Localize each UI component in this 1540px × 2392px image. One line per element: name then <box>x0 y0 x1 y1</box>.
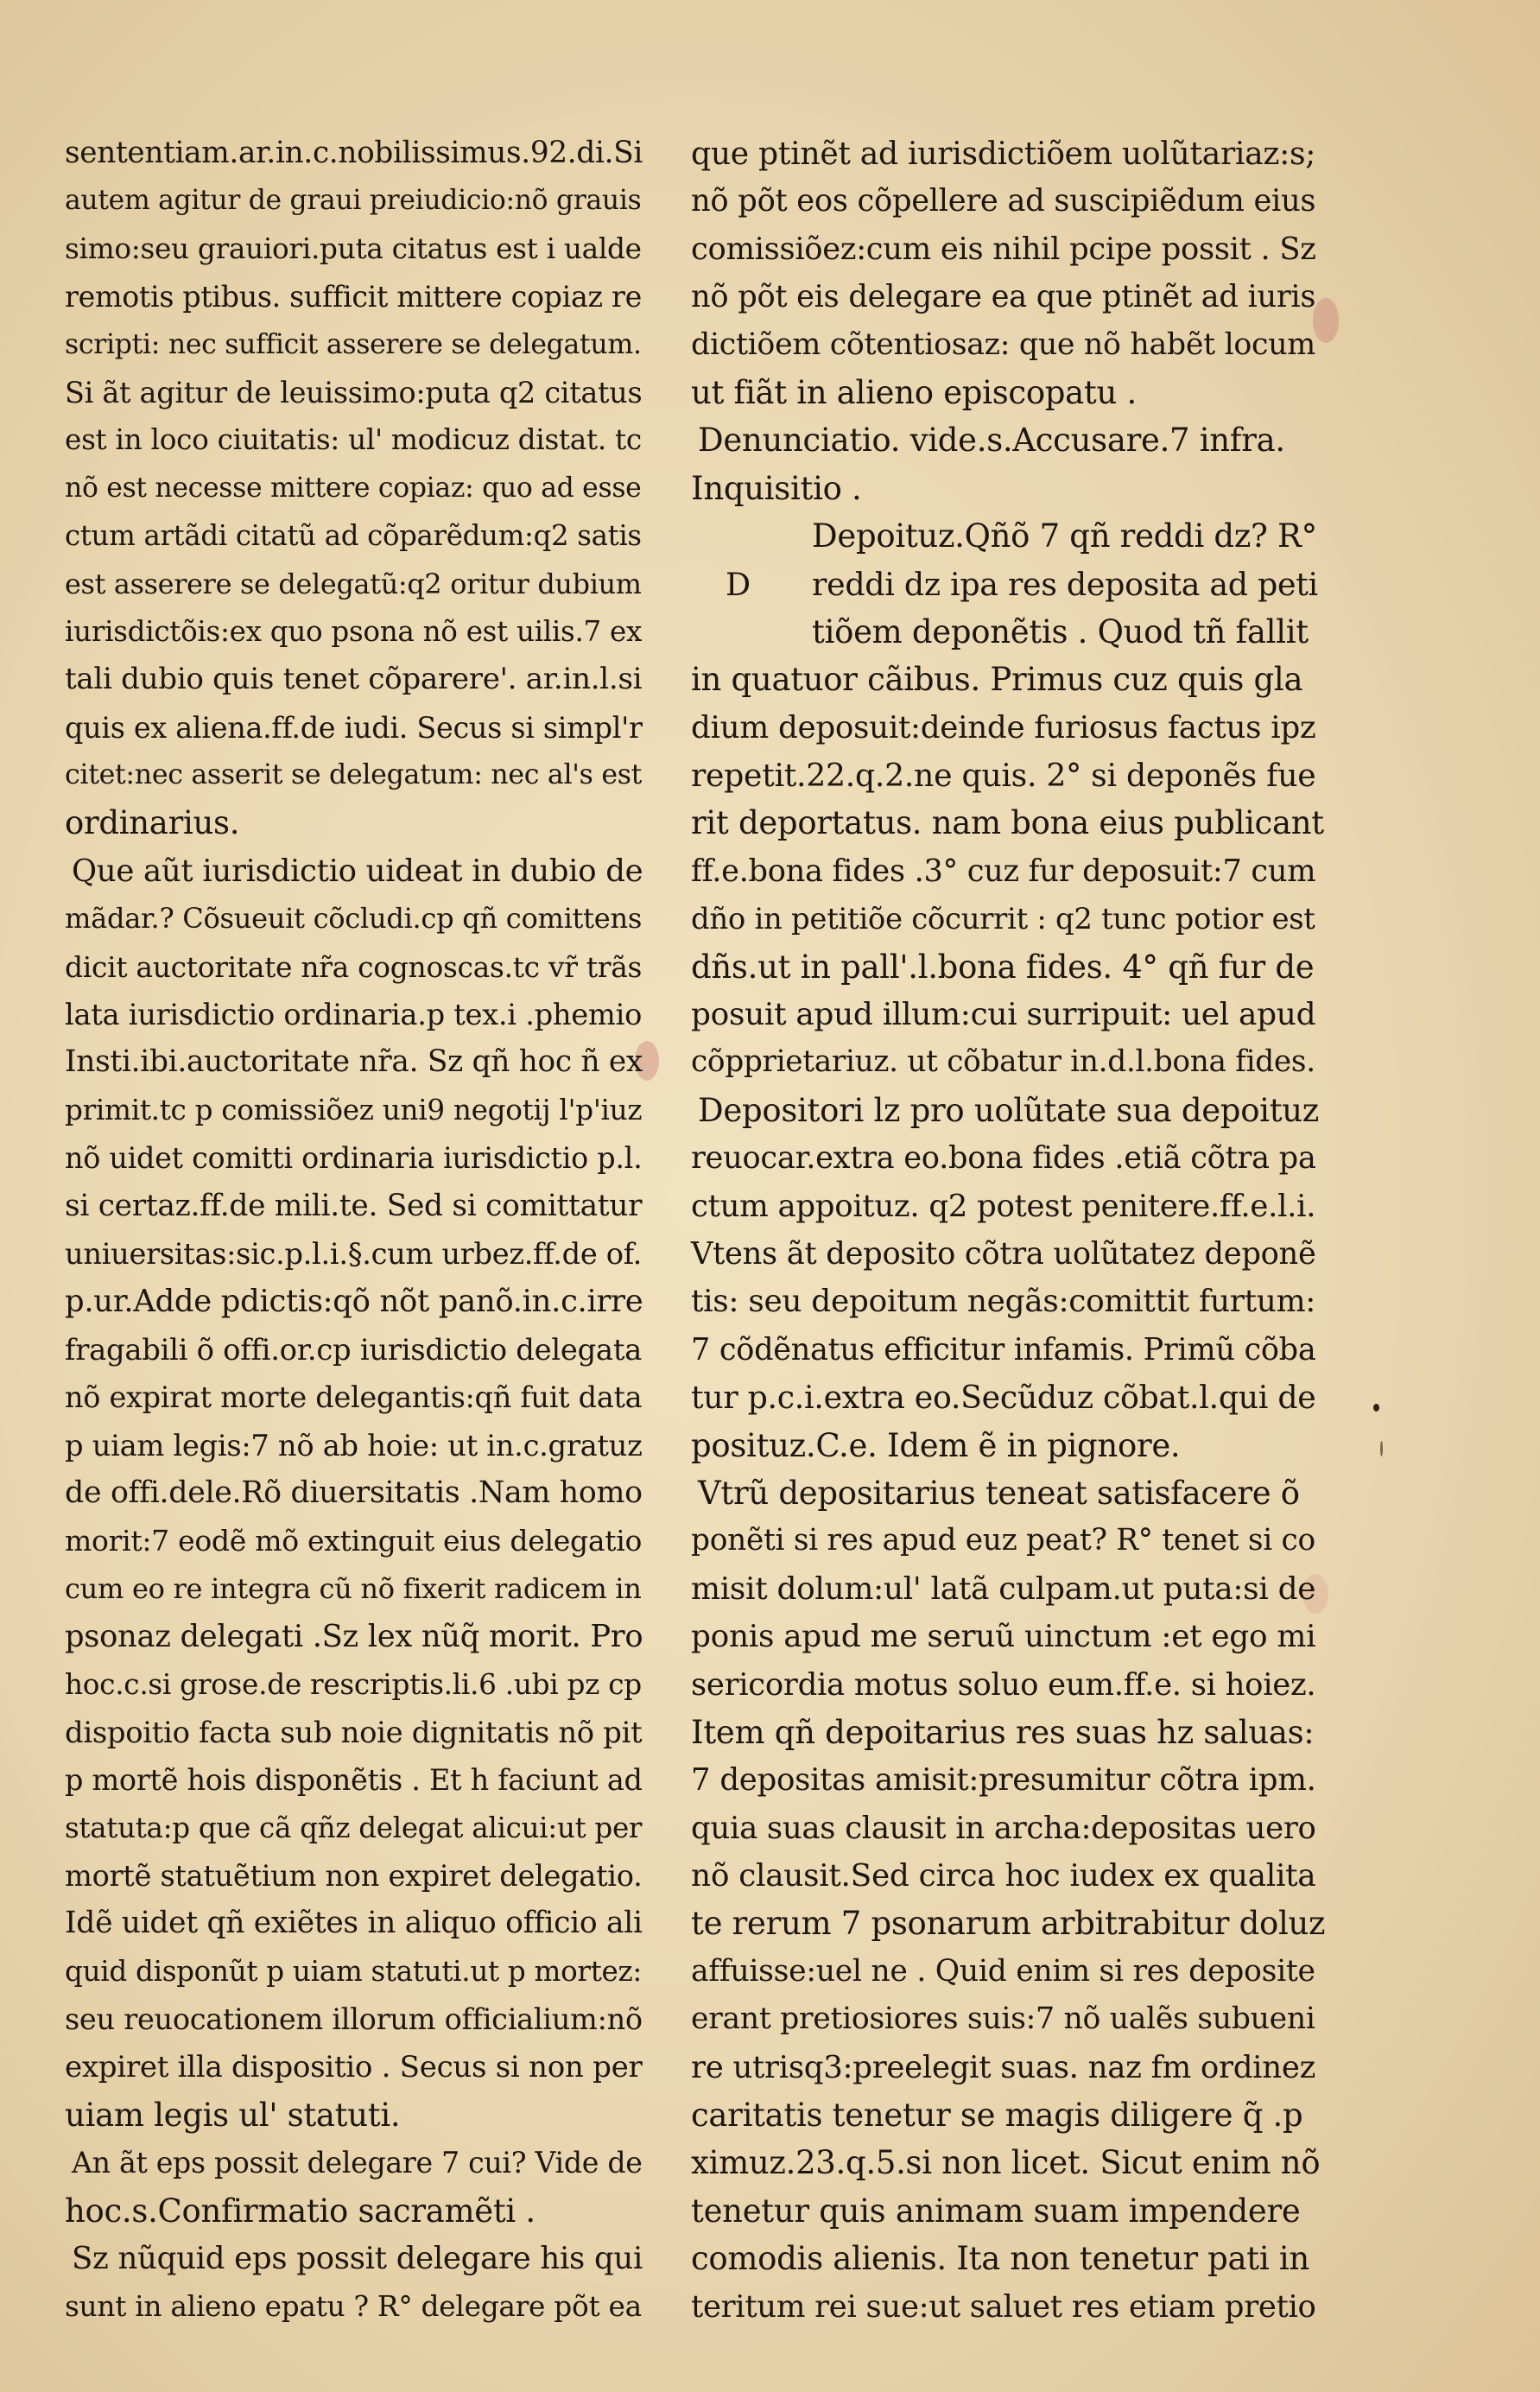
text-line: cum eo re integra cũ nõ fixerit radicem in <box>65 1571 642 1605</box>
text-line: nõ est necesse mittere copiaz: quo ad esse <box>65 472 642 504</box>
text-line: Si ãt agitur de leuissimo:puta q2 citatus <box>65 375 643 409</box>
text-line: p mortẽ hois disponẽtis . Et h faciunt ad <box>65 1763 643 1798</box>
text-line: nõ expirat morte delegantis:qñ fuit data <box>65 1380 643 1415</box>
text-line: in quatuor cãibus. Primus cuz quis gla <box>691 661 1303 699</box>
text-line: Depoituz.Qñõ 7 qñ reddi dz? R° <box>812 517 1317 555</box>
text-line: autem agitur de graui preiudicio:nõ grauis <box>65 185 642 217</box>
text-line: ctum artãdi citatũ ad cõparẽdum:q2 satis <box>65 519 642 553</box>
text-line: scripti: nec sufficit asserere se delegatum. <box>65 328 642 360</box>
text-line: tiõem deponẽtis . Quod tñ fallit <box>812 612 1309 650</box>
text-line: citet:nec asserit se delegatum: nec al's est <box>65 759 643 791</box>
text-line: lata iurisdictio ordinaria.p tex.i .phemio <box>65 998 643 1032</box>
text-line: remotis ptibus. sufficit mittere copiaz re <box>65 280 642 314</box>
text-line: sententiam.ar.in.c.nobilissimus.92.di.Si <box>65 136 643 170</box>
text-line: mãdar.? Cõsueuit cõcludi.cp qñ comittens <box>65 902 642 936</box>
text-line: ximuz.23.q.5.si non licet. Sicut enim nõ <box>691 2144 1321 2182</box>
text-line: hoc.c.si grose.de rescriptis.li.6 .ubi pz cp <box>65 1667 642 1701</box>
text-line: teritum rei sue:ut saluet res etiam pretio <box>691 2288 1316 2325</box>
text-line: quis ex aliena.ff.de iudi. Secus si simpl'r <box>65 710 643 745</box>
text-line: nõ clausit.Sed circa hoc iudex ex qualita <box>691 1858 1316 1894</box>
text-line: Sz nũquid eps possit delegare his qui <box>72 2241 643 2277</box>
text-line: Vtens ãt deposito cõtra uolũtatez deponẽ <box>691 1235 1316 1272</box>
text-line: si certaz.ff.de mili.te. Sed si comittatur <box>65 1188 643 1223</box>
text-line: re utrisq3:preelegit suas. naz fm ordinez <box>691 2049 1316 2085</box>
text-line: sunt in alieno epatu ? R° delegare põt ea <box>65 2289 642 2323</box>
text-line: dispoitio facta sub noie dignitatis nõ pit <box>65 1715 643 1749</box>
text-line: est asserere se delegatũ:q2 oritur dubium <box>65 567 642 600</box>
text-line: quid disponũt p uiam statuti.ut p mortez: <box>65 1954 643 1988</box>
text-line: Vtrũ depositarius teneat satisfacere õ <box>698 1474 1300 1512</box>
text-line: dictiõem cõtentiosaz: que nõ habẽt locum <box>691 327 1315 362</box>
text-line: 7 depositas amisit:presumitur cõtra ipm. <box>691 1762 1316 1799</box>
text-line: Item qñ depoitarius res suas hz saluas: <box>691 1713 1315 1751</box>
ink-speck <box>1380 1441 1383 1456</box>
text-line: p uiam legis:7 nõ ab hoie: ut in.c.gratuz <box>65 1428 643 1462</box>
text-line: nõ põt eis delegare ea que ptinẽt ad iuris <box>691 279 1316 315</box>
text-line: mortẽ statuẽtium non expiret delegatio. <box>65 1859 643 1894</box>
text-line: ff.e.bona fides .3° cuz fur deposuit:7 cum <box>691 853 1316 889</box>
text-line: posituz.C.e. Idem ẽ in pignore. <box>691 1426 1181 1464</box>
text-line: Denunciatio. vide.s.Accusare.7 infra. <box>698 422 1285 460</box>
text-line: p.ur.Adde pdictis:qõ nõt panõ.in.c.irre <box>65 1284 643 1320</box>
text-line: posuit apud illum:cui surripuit: uel apud <box>691 997 1316 1033</box>
text-line: uniuersitas:sic.p.l.i.§.cum urbez.ff.de of. <box>65 1236 643 1271</box>
text-line: iurisdictõis:ex quo psona nõ est uilis.7 ex <box>65 614 643 648</box>
text-line: Insti.ibi.auctoritate nr̃a. Sz qñ hoc ñ ex <box>65 1044 643 1080</box>
text-line: repetit.22.q.2.ne quis. 2° si deponẽs fue <box>691 757 1316 795</box>
text-line: te rerum 7 psonarum arbitrabitur doluz <box>691 1905 1326 1943</box>
text-line: dium deposuit:deinde furiosus factus ipz <box>691 709 1316 746</box>
text-line: sericordia motus soluo eum.ff.e. si hoiez. <box>691 1666 1316 1703</box>
text-line: ut fiãt in alieno episcopatu . <box>691 373 1137 411</box>
text-line: ponis apud me seruũ uinctum :et ego mi <box>691 1619 1316 1655</box>
text-line: Depositori lz pro uolũtate sua depoituz <box>698 1091 1319 1129</box>
text-line: hoc.s.Confirmatio sacramẽti . <box>65 2192 536 2230</box>
right-text-column <box>691 130 1326 2331</box>
text-line: expiret illa dispositio . Secus si non per <box>65 2049 643 2084</box>
text-line: erant pretiosiores suis:7 nõ ualẽs subueni <box>691 2002 1315 2037</box>
text-line: seu reuocationem illorum officialium:nõ <box>65 2002 643 2037</box>
text-line: dño in petitiõe cõcurrit : q2 tunc potior est <box>691 902 1315 936</box>
text-line: simo:seu grauiori.puta citatus est i ualde <box>65 232 642 265</box>
text-line: An ãt eps possit delegare 7 cui? Vide de <box>72 2146 643 2180</box>
text-line: est in loco ciuitatis: ul' modicuz distat. tc <box>65 423 642 457</box>
text-line: dñs.ut in pall'.l.bona fides. 4° qñ fur de <box>691 948 1315 986</box>
margin-mark: D <box>726 565 751 603</box>
text-line: de offi.dele.Rõ diuersitatis .Nam homo <box>65 1475 643 1510</box>
text-line: fragabili õ offi.or.cp iurisdictio delegata <box>65 1332 642 1367</box>
text-line: ctum appoituz. q2 potest penitere.ff.e.l.i. <box>691 1188 1316 1224</box>
text-line: primit.tc p comissiõez uni9 negotij l'p'iuz <box>65 1093 643 1126</box>
left-text-column <box>65 130 652 2331</box>
ink-speck <box>1373 1404 1379 1412</box>
text-line: comissiõez:cum eis nihil pcipe possit . Sz <box>691 231 1316 267</box>
text-line: rit deportatus. nam bona eius publicant <box>691 804 1324 842</box>
text-line: dicit auctoritate nr̃a cognoscas.tc vr̃ trãs <box>65 949 643 984</box>
text-line: 7 cõdẽnatus efficitur infamis. Primũ cõba <box>691 1331 1316 1367</box>
text-line: quia suas clausit in archa:depositas uero <box>691 1810 1316 1846</box>
text-line: reddi dz ipa res deposita ad peti D <box>691 561 1326 608</box>
text-line: psonaz delegati .Sz lex nũq̃ morit. Pro <box>65 1619 643 1655</box>
text-line: morit:7 eodẽ mõ extinguit eius delegatio <box>65 1524 643 1558</box>
text-line: misit dolum:ul' latã culpam.ut puta:si de <box>691 1570 1316 1607</box>
text-line: uiam legis ul' statuti. <box>65 2097 401 2135</box>
text-line: comodis alienis. Ita non tenetur pati in <box>691 2240 1309 2278</box>
text-line: tali dubio quis tenet cõparere'. ar.in.l.si <box>65 662 643 697</box>
text-line: statuta:p que cã qñz delegat alicui:ut per <box>65 1811 643 1844</box>
text-line: nõ uidet comitti ordinaria iurisdictio p.l. <box>65 1141 643 1176</box>
text-line: Que aũt iurisdictio uideat in dubio de <box>72 853 643 889</box>
text-line: Inquisitio . <box>691 469 862 507</box>
text-line: nõ põt eos cõpellere ad suscipiẽdum eius <box>691 183 1316 219</box>
text-line: que ptinẽt ad iurisdictiõem uolũtariaz:s; <box>691 135 1316 172</box>
text-line: ponẽti si res apud euz peat? R° tenet si co <box>691 1523 1315 1558</box>
text-line: caritatis tenetur se magis diligere q̃ .p <box>691 2097 1303 2135</box>
text-line: tenetur quis animam suam impendere <box>691 2192 1301 2230</box>
text-line: Idẽ uidet qñ exiẽtes in aliquo officio ali <box>65 1906 643 1941</box>
text-line: affuisse:uel ne . Quid enim si res deposite <box>691 1953 1315 1989</box>
text-line: ordinarius. <box>65 804 240 842</box>
text-line: tur p.c.i.extra eo.Secũduz cõbat.l.qui de <box>691 1379 1316 1417</box>
text-line: tis: seu depoitum negãs:comittit furtum: <box>691 1284 1316 1320</box>
text-line: cõpprietariuz. ut cõbatur in.d.l.bona fides. <box>691 1044 1315 1080</box>
text-line: reuocar.extra eo.bona fides .etiã cõtra pa <box>691 1140 1316 1177</box>
